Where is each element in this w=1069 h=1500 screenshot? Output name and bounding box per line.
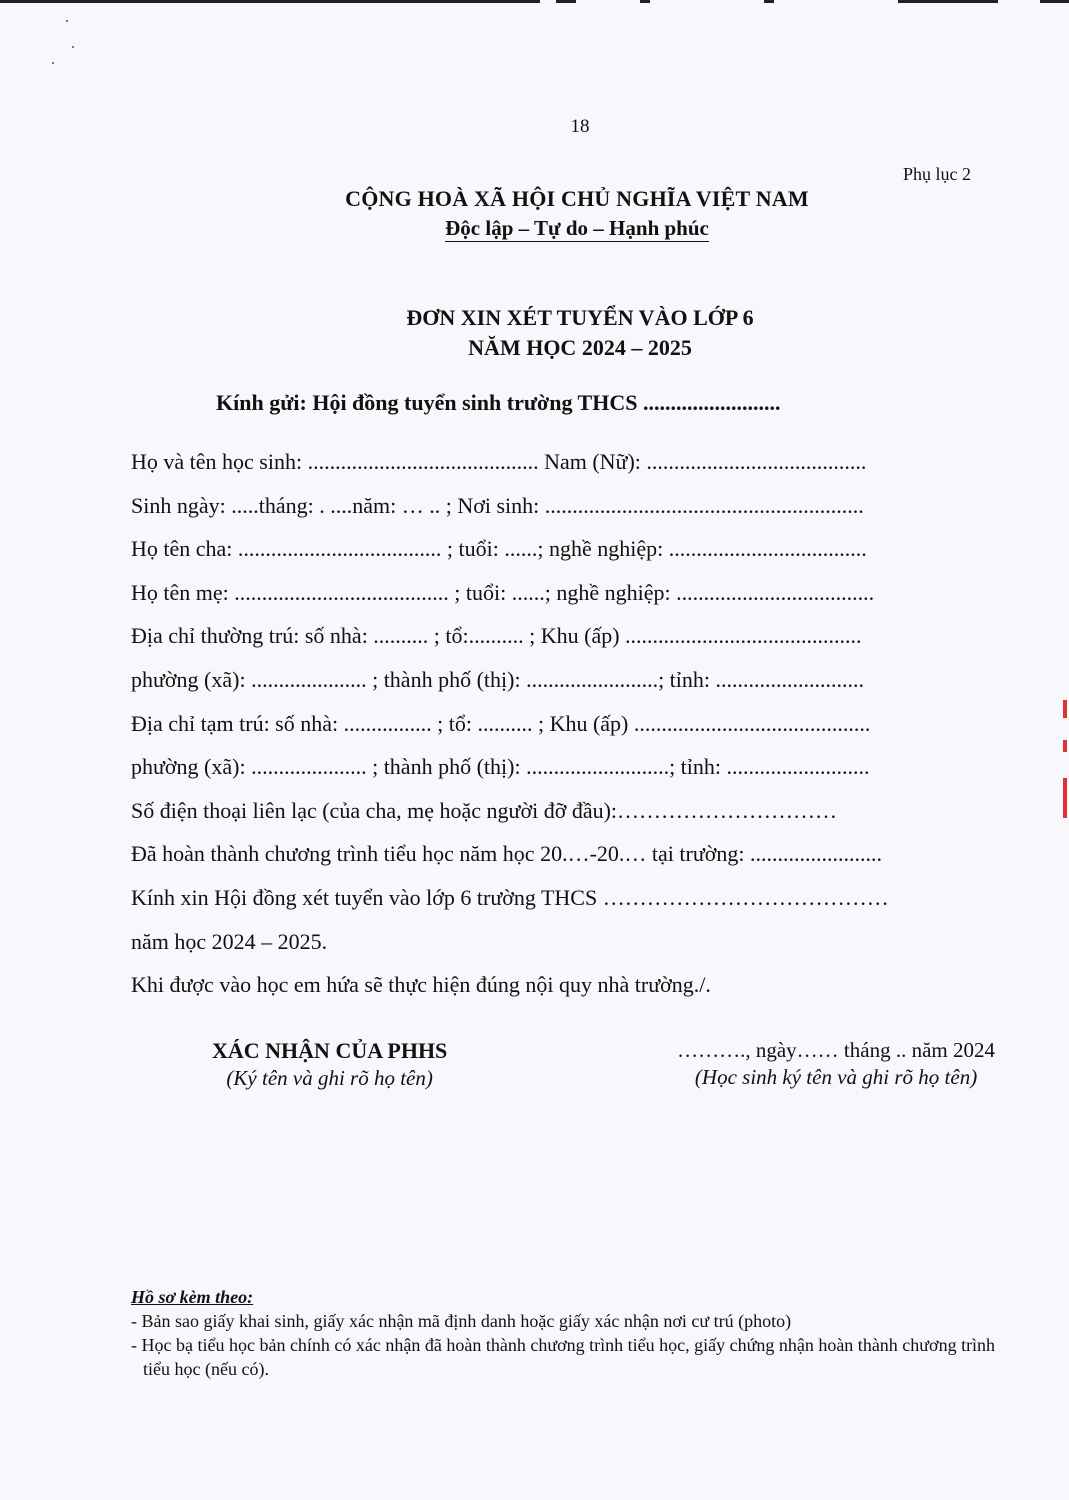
motto-text: Độc lập – Tự do – Hạnh phúc [445,216,709,240]
student-signature-note: (Học sinh ký tên và ghi rõ họ tên) [694,1065,978,1089]
recipient-line [216,390,780,416]
attachments-section [131,1285,1001,1381]
attachment-item: - Học bạ tiểu học bản chính có xác nhận đã hoàn thành chương trình tiểu học, giấy chứng nhận hoàn thành chương trình tiểu học (nếu có). [131,1335,996,1379]
title-line-2: NĂM HỌC 2024 – 2025 [468,335,692,360]
form-row-request: Kính xin Hội đồng xét tuyển vào lớp 6 trường THCS ………………………………… [131,884,889,910]
form-row-permanent-ward: phường (xã): ..................... ; thành phố (thị): ........................; tỉnh: ........................... [131,666,865,692]
attachment-item: - Bản sao giấy khai sinh, giấy xác nhận mã định danh hoặc giấy xác nhận nơi cư trú (photo) [131,1311,792,1331]
page-number: 18 [570,116,590,137]
parent-confirmation-heading: XÁC NHẬN CỦA PHHS [212,1038,448,1063]
date-line: ………., ngày…… tháng .. năm 2024 [677,1038,995,1062]
recipient-dots: ......................... [637,390,781,415]
form-row-phone: Số điện thoại liên lạc (của cha, mẹ hoặc người đỡ đầu):………………………… [131,797,838,823]
application-form [131,448,991,1015]
form-row-father: Họ tên cha: ..................................... ; tuổi: ......; nghề nghiệp: .................................... [131,536,867,562]
form-row-mother: Họ tên mẹ: ....................................... ; tuổi: ......; nghề nghiệp: .................................... [131,579,875,605]
form-row-student-name: Họ và tên học sinh: .......................................... Nam (Nữ): ........................................ [131,449,867,474]
country-name: CỘNG HOÀ XÃ HỘI CHỦ NGHĨA VIỆT NAM [345,186,809,211]
appendix-label: Phụ lục 2 [902,164,971,184]
form-row-primary-school: Đã hoàn thành chương trình tiểu học năm học 20.…-20.… tại trường: ........................ [131,841,882,867]
parent-confirmation-note: (Ký tên và ghi rõ họ tên) [226,1066,433,1090]
motto [0,216,1069,241]
form-row-birth: Sinh ngày: .....tháng: . ....năm: … .. ; Nơi sinh: .......................................................... [131,492,864,518]
scan-specks [46,16,86,76]
document-title [0,303,1069,363]
form-row-permanent-address: Địa chỉ thường trú: số nhà: .......... ; tổ:.......... ; Khu (ấp) ........................................... [131,623,862,649]
attachments-title: Hồ sơ kèm theo: [131,1287,254,1307]
red-edge-marks [1059,700,1069,830]
title-line-1: ĐƠN XIN XÉT TUYỂN VÀO LỚP 6 [406,305,754,330]
parent-confirmation [212,1038,447,1091]
student-signature [677,1038,995,1090]
form-row-temporary-address: Địa chỉ tạm trú: số nhà: ................ ; tổ: .......... ; Khu (ấp) ........................................... [131,710,871,736]
recipient-label: Kính gửi: Hội đồng tuyển sinh trường THCS [216,390,638,415]
form-row-temporary-ward: phường (xã): ..................... ; thành phố (thị): ..........................; tỉnh: .......................... [131,754,870,780]
national-header [0,186,1069,241]
form-row-promise: Khi được vào học em hứa sẽ thực hiện đúng nội quy nhà trường./. [131,972,711,998]
scan-top-marks [0,0,1069,4]
form-row-school-year: năm học 2024 – 2025. [131,928,328,954]
